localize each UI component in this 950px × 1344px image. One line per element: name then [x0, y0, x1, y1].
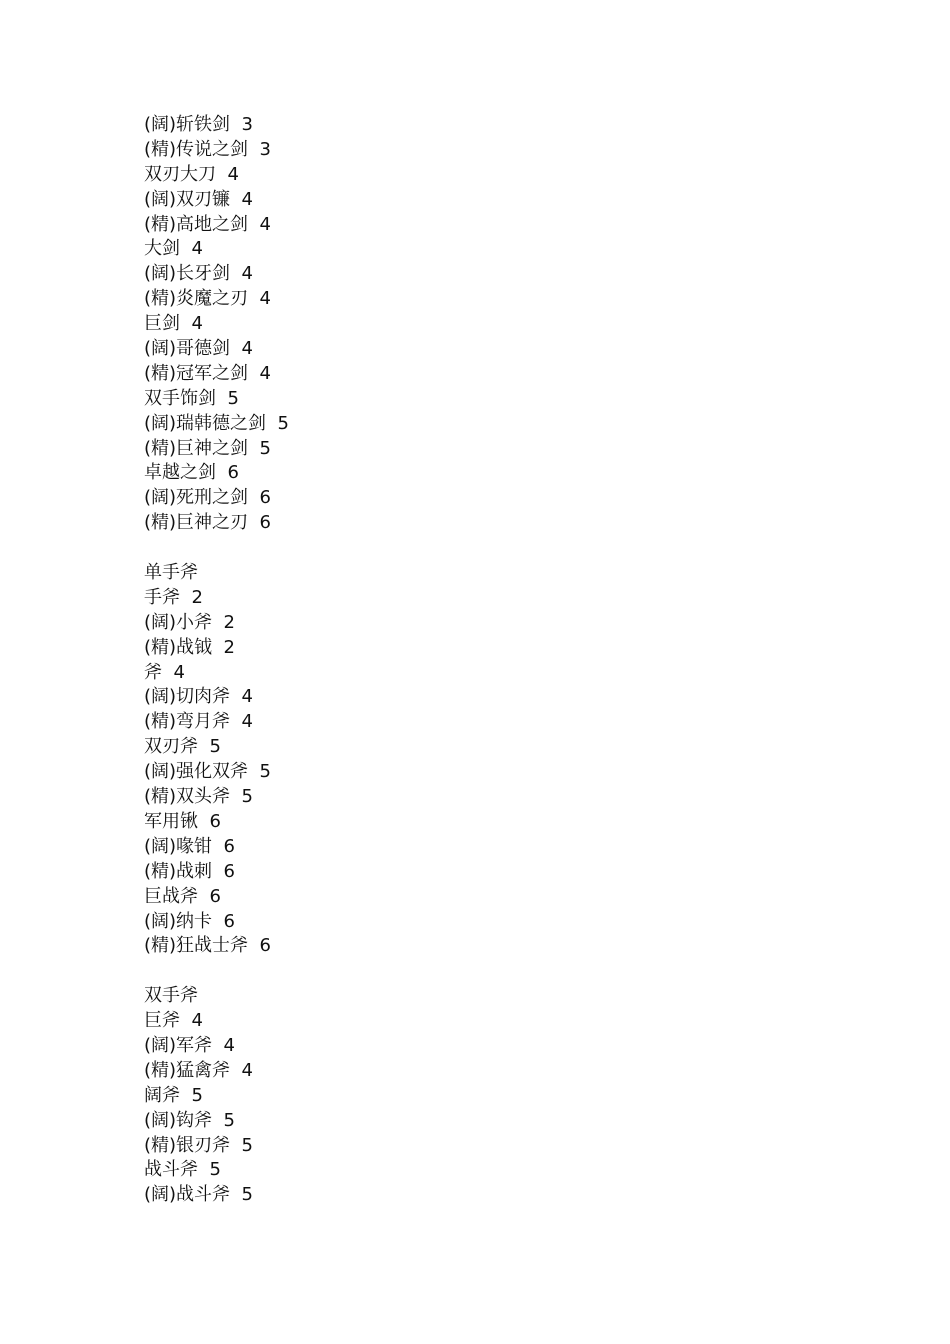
list-item: (精)狂战士斧 6: [144, 935, 271, 957]
list-item: 双手饰剑 5: [144, 387, 239, 409]
section-heading: 单手斧: [144, 562, 198, 584]
two-handed-axe-section: [144, 984, 289, 1208]
list-item: 战斗斧 5: [144, 1159, 221, 1181]
list-item: (阔)军斧 4: [144, 1034, 235, 1056]
list-item: 巨斧 4: [144, 1010, 203, 1032]
list-item: (精)传说之剑 3: [144, 138, 271, 160]
list-item: 斧 4: [144, 661, 185, 683]
one-handed-axe-section: [144, 561, 289, 959]
list-item: (阔)小斧 2: [144, 611, 235, 633]
list-item: 卓越之剑 6: [144, 462, 239, 484]
document-body: [144, 113, 289, 1208]
list-item: (精)银刃斧 5: [144, 1134, 253, 1156]
list-item: 双刃斧 5: [144, 736, 221, 758]
list-item: (精)双头斧 5: [144, 786, 253, 808]
list-item: (精)高地之剑 4: [144, 213, 271, 235]
list-item: (阔)纳卡 6: [144, 910, 235, 932]
section-heading: 双手斧: [144, 985, 198, 1007]
list-item: 军用锹 6: [144, 810, 221, 832]
list-item: (阔)喙钳 6: [144, 835, 235, 857]
list-item: 手斧 2: [144, 586, 203, 608]
list-item: (阔)瑞韩德之剑 5: [144, 412, 289, 434]
list-item: (精)巨神之剑 5: [144, 437, 271, 459]
list-item: 大剑 4: [144, 238, 203, 260]
list-item: (精)冠军之剑 4: [144, 362, 271, 384]
blank-line: [144, 536, 289, 561]
list-item: (精)战刺 6: [144, 860, 235, 882]
list-item: (阔)双刃镰 4: [144, 188, 253, 210]
blank-line: [144, 959, 289, 984]
list-item: (阔)死刑之剑 6: [144, 487, 271, 509]
list-item: 双刃大刀 4: [144, 163, 239, 185]
list-item: (精)战钺 2: [144, 636, 235, 658]
list-item: (精)巨神之刃 6: [144, 512, 271, 534]
list-item: (阔)长牙剑 4: [144, 263, 253, 285]
list-item: (阔)钩斧 5: [144, 1109, 235, 1131]
list-item: 阔斧 5: [144, 1084, 203, 1106]
list-item: 巨剑 4: [144, 313, 203, 335]
list-item: (阔)强化双斧 5: [144, 761, 271, 783]
list-item: (阔)战斗斧 5: [144, 1184, 253, 1206]
list-item: (阔)斩铁剑 3: [144, 114, 253, 135]
list-item: 巨战斧 6: [144, 885, 221, 907]
sword-list: [144, 113, 289, 536]
list-item: (阔)切肉斧 4: [144, 686, 253, 708]
list-item: (阔)哥德剑 4: [144, 338, 253, 360]
list-item: (精)炎魔之刃 4: [144, 288, 271, 310]
list-item: (精)弯月斧 4: [144, 711, 253, 733]
list-item: (精)猛禽斧 4: [144, 1059, 253, 1081]
